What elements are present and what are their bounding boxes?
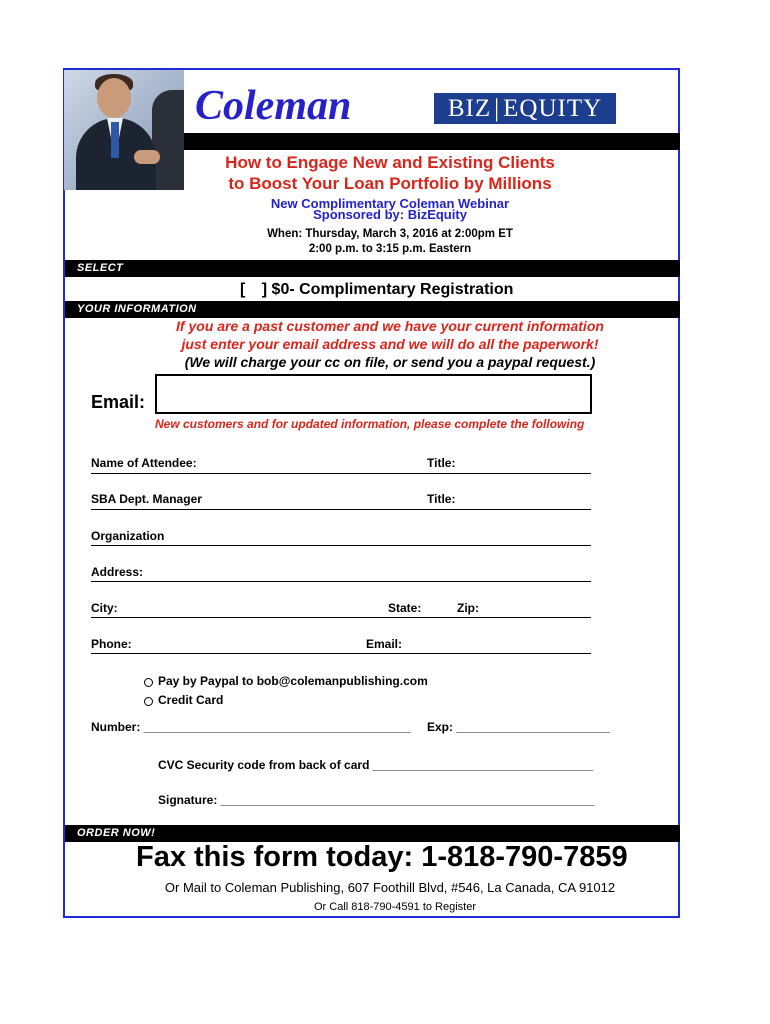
note-line1: If you are a past customer and we have your current information [176, 318, 604, 334]
organization-field-line[interactable] [91, 545, 591, 546]
event-title-line2: to Boost Your Loan Portfolio by Millions [228, 174, 552, 193]
email-input[interactable] [155, 374, 592, 414]
section-select: SELECT [65, 260, 680, 277]
zip-label: Zip: [457, 601, 479, 615]
event-subtitle: New Complimentary Coleman Webinar [270, 196, 510, 211]
bizequity-logo-right: EQUITY [503, 94, 603, 122]
city-state-zip-field-line[interactable] [91, 617, 591, 618]
header-divider-bar [184, 133, 680, 150]
paypal-radio[interactable] [144, 678, 153, 687]
event-sponsor: Sponsored by: BizEquity [313, 207, 467, 222]
phone-label: Phone: [91, 637, 132, 651]
business-handshake-photo [64, 70, 184, 190]
address-field-line[interactable] [91, 581, 591, 582]
fax-headline: Fax this form today: 1-818-790-7859 [136, 841, 628, 873]
email-label: Email: [91, 392, 146, 412]
sba-manager-label: SBA Dept. Manager [91, 492, 202, 506]
note-line3: (We will charge your cc on file, or send you a paypal request.) [184, 354, 596, 370]
sba-manager-field-line[interactable] [91, 509, 591, 510]
registration-option-label: ] $0- Complimentary Registration [261, 281, 514, 298]
name-of-attendee-label: Name of Attendee: [91, 456, 197, 470]
registration-bracket: [ [240, 281, 246, 298]
attendee-field-line[interactable] [91, 473, 591, 474]
organization-label: Organization [91, 529, 165, 543]
credit-card-label: Credit Card [158, 693, 224, 707]
address-label: Address: [91, 565, 144, 579]
city-label: City: [91, 601, 118, 615]
event-when: When: Thursday, March 3, 2016 at 2:00pm ET [267, 228, 513, 240]
signature-field[interactable]: Signature: ________________________________________________________ [158, 793, 595, 807]
credit-card-radio[interactable] [144, 697, 153, 706]
section-your-information: YOUR INFORMATION [65, 301, 680, 318]
bizequity-logo-left: BIZ [447, 94, 492, 122]
card-number-field[interactable]: Number: ________________________________________ [91, 720, 411, 734]
cvc-field[interactable]: CVC Security code from back of card _________________________________ [158, 758, 593, 772]
card-exp-field[interactable]: Exp: _______________________ [427, 720, 610, 734]
new-customers-note: New customers and for updated information, please complete the following [155, 417, 585, 431]
paypal-label: Pay by Paypal to bob@colemanpublishing.com [158, 674, 428, 688]
title-label-2: Title: [427, 492, 456, 506]
registration-option[interactable] [240, 281, 513, 299]
title-label-1: Title: [427, 456, 456, 470]
note-line2: just enter your email address and we will do all the paperwork! [181, 336, 599, 352]
call-instructions: Or Call 818-790-4591 to Register [313, 901, 477, 913]
mail-instructions: Or Mail to Coleman Publishing, 607 Foothill Blvd, #546, La Canada, CA 91012 [164, 880, 616, 895]
bizequity-logo: BIZ | EQUITY [434, 93, 616, 124]
event-title-line1: How to Engage New and Existing Clients [225, 153, 555, 172]
state-label: State: [388, 601, 422, 615]
section-order-now: ORDER NOW! [65, 825, 680, 842]
email-label-2: Email: [366, 637, 403, 651]
event-time: 2:00 p.m. to 3:15 p.m. Eastern [308, 243, 472, 255]
coleman-logo: Coleman [195, 83, 352, 129]
phone-email-field-line[interactable] [91, 653, 591, 654]
